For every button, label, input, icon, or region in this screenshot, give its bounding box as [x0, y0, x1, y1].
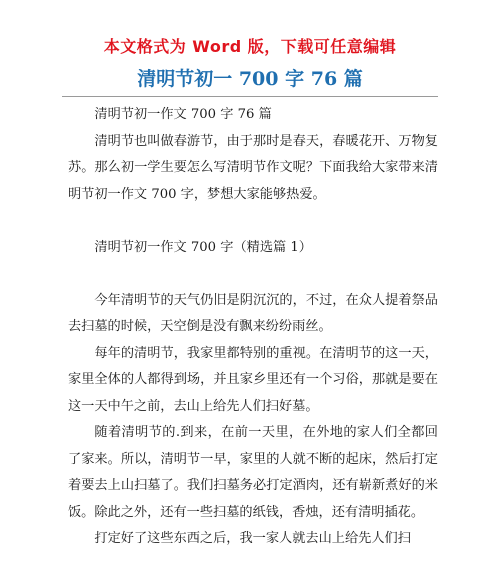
- document-title: 清明节初一 700 字 76 篇: [137, 68, 363, 90]
- paragraph: 随着清明节的.到来，在前一天里，在外地的家人们全都回了家来。所以，清明节一早，家里的人就不断的起床，然后打定着要去上山扫墓了。我们扫墓务必打定酒肉，还有崭新煮好的米饭。除此之外，还有一些扫墓的纸钱，香烛，还有清明插花。: [68, 425, 438, 520]
- title-divider: [62, 96, 438, 97]
- paragraph-intro: 清明节也叫做春游节，由于那时是春天，春暖花开、万物复苏。那么初一学生要怎么写清明节作文呢？下面我给大家带来清明节初一作文 700 字，梦想大家能够热爱。: [68, 133, 438, 202]
- paragraph: 今年清明节的天气仍旧是阴沉沉的，不过，在众人提着祭品去扫墓的时候，天空倒是没有飘来纷纷雨丝。: [68, 292, 438, 334]
- paragraph-subtitle: 清明节初一作文 700 字 76 篇: [94, 107, 272, 122]
- paragraph: 打定好了这些东西之后，我一家人就去山上给先人们扫: [94, 531, 411, 546]
- paragraph: 每年的清明节，我家里都特别的重视。在清明节的这一天，家里全体的人都得到场，并且家乡里还有一个习俗，那就是要在这一天中午之前，去山上给先人们扫好墓。: [68, 345, 438, 414]
- document-body: [68, 102, 438, 553]
- paragraph-section-heading: 清明节初一作文 700 字（精选篇 1）: [94, 239, 312, 255]
- format-banner: 本文格式为 Word 版，下载可任意编辑: [103, 37, 397, 56]
